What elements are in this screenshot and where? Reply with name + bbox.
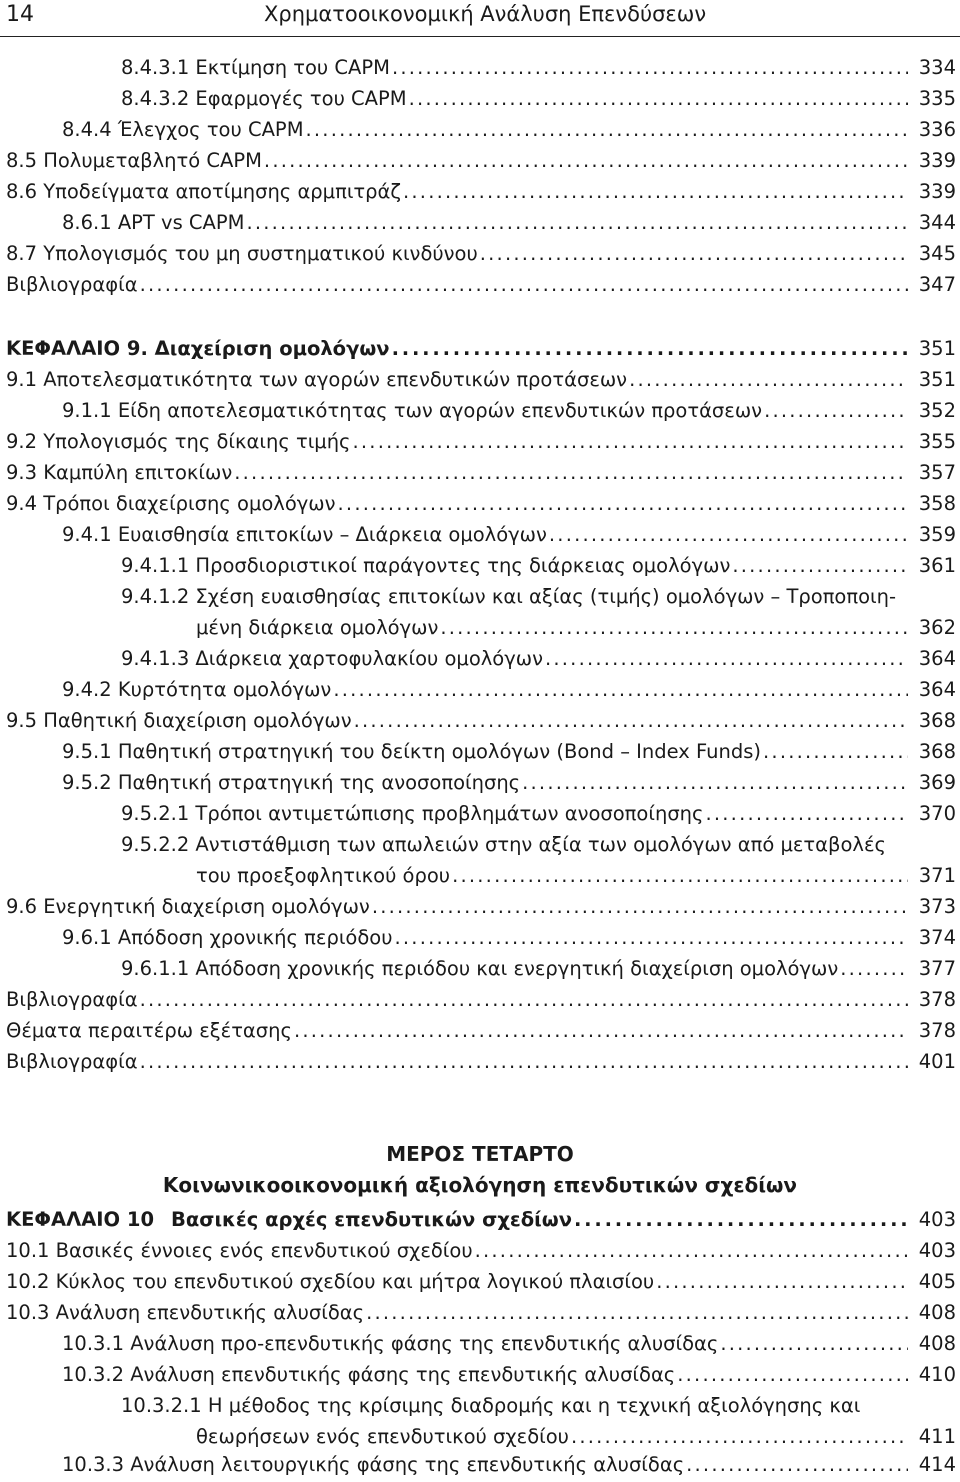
toc-entry[interactable] <box>0 1330 960 1361</box>
toc-entry-title: Θέματα περαιτέρω εξέτασης <box>6 1019 292 1042</box>
toc-entry-page: 373 <box>918 895 956 918</box>
toc-entry[interactable] <box>0 490 960 521</box>
toc-entry[interactable] <box>0 178 960 209</box>
toc-entry[interactable] <box>0 54 960 85</box>
toc-entry-page: 334 <box>918 56 956 79</box>
toc-entry-title: 9.4.1.1 Προσδιοριστικοί παράγοντες της διάρκειας ομολόγων <box>121 554 731 577</box>
toc-entry[interactable] <box>0 1017 960 1048</box>
toc-entry-page: 352 <box>918 399 956 422</box>
toc-entry-title: 8.5 Πολυμεταβλητό CAPM <box>6 149 262 172</box>
toc-entry-page: 370 <box>918 802 956 825</box>
toc-entry-page: 374 <box>918 926 956 949</box>
toc-entry[interactable] <box>0 147 960 178</box>
toc-entry[interactable] <box>0 738 960 769</box>
toc-chapter-entry[interactable] <box>0 335 960 366</box>
toc-entry[interactable] <box>0 428 960 459</box>
toc-entry-title: Βιβλιογραφία <box>6 988 138 1011</box>
toc-entry-title: 9.2 Υπολογισμός της δίκαιης τιμής <box>6 430 351 453</box>
toc-entry-title: 9.5.2 Παθητική στρατηγική της ανοσοποίησης <box>62 771 521 794</box>
toc-entry-title: 10.3.2.1 Η μέθοδος της κρίσιμης διαδρομής και η τεχνική αξιολόγησης και <box>121 1394 861 1417</box>
toc-entry[interactable] <box>0 583 960 614</box>
toc-entry-title: 9.6.1 Απόδοση χρονικής περιόδου <box>62 926 393 949</box>
toc-entry-title: Βιβλιογραφία <box>6 273 138 296</box>
toc-entry-title: 10.1 Βασικές έννοιες ενός επενδυτικού σχεδίου <box>6 1239 473 1262</box>
toc-entry[interactable] <box>0 707 960 738</box>
toc-entry[interactable] <box>0 676 960 707</box>
toc-entry-title: 9.5.1 Παθητική στρατηγική του δείκτη ομολόγων (Bond – Index Funds) <box>62 740 762 763</box>
toc-entry-page: 339 <box>918 180 956 203</box>
toc-entry-page: 401 <box>918 1050 956 1073</box>
toc-entry-page: 378 <box>918 988 956 1011</box>
toc-entry-title: 9.4.1.3 Διάρκεια χαρτοφυλακίου ομολόγων <box>121 647 543 670</box>
toc-entry[interactable] <box>0 1048 960 1079</box>
toc-entry-title: 10.3.2 Ανάλυση επενδυτικής φάσης της επενδυτικής αλυσίδας <box>62 1363 676 1386</box>
toc-entry-page: 358 <box>918 492 956 515</box>
toc-entry-page: 377 <box>918 957 956 980</box>
toc-entry-title: 9.4.1 Ευαισθησία επιτοκίων – Διάρκεια ομολόγων <box>62 523 547 546</box>
toc-entry[interactable] <box>0 1299 960 1330</box>
toc-entry-title: 8.7 Υπολογισμός του μη συστηματικού κινδύνου <box>6 242 478 265</box>
toc-entry-page: 351 <box>918 337 956 360</box>
toc-entry-title: 10.3.3 Ανάλυση λειτουργικής φάσης της επενδυτικής αλυσίδας <box>62 1453 685 1476</box>
toc-entry-page: 368 <box>918 740 956 763</box>
running-title: Χρηματοοικονομική Ανάλυση Επενδύσεων <box>264 2 707 26</box>
toc-entry-page: 403 <box>918 1239 956 1262</box>
toc-entry-page: 351 <box>918 368 956 391</box>
toc-entry[interactable] <box>0 831 960 862</box>
toc-entry[interactable] <box>0 397 960 428</box>
toc-chapter-entry[interactable] <box>0 1206 960 1237</box>
toc-entry-title: 9.5 Παθητική διαχείριση ομολόγων <box>6 709 352 732</box>
toc-entry[interactable] <box>0 1268 960 1299</box>
toc-entry[interactable] <box>0 552 960 583</box>
toc-entry-title: 8.4.4 Έλεγχος του CAPM <box>62 118 304 141</box>
toc-entry-page: 355 <box>918 430 956 453</box>
toc-entry[interactable] <box>0 459 960 490</box>
toc-entry-page: 378 <box>918 1019 956 1042</box>
toc-entry[interactable] <box>0 85 960 116</box>
toc-entry-title: 9.4 Τρόποι διαχείρισης ομολόγων <box>6 492 336 515</box>
toc-entry-title: 8.6.1 APT vs CAPM <box>62 211 245 234</box>
toc-entry-title: 9.5.2.1 Τρόποι αντιμετώπισης προβλημάτων ανοσοποίησης <box>121 802 704 825</box>
toc-entry-page: 339 <box>918 149 956 172</box>
part-title: Κοινωνικοοικονομική αξιολόγηση επενδυτικών σχεδίων <box>162 1173 798 1197</box>
toc-entry[interactable] <box>0 645 960 676</box>
toc-chapter-title: ΚΕΦΑΛΑΙΟ 9. Διαχείριση ομολόγων <box>6 337 390 360</box>
part-label: ΜΕΡΟΣ ΤΕΤΑΡΤΟ <box>386 1142 574 1166</box>
toc-entry[interactable] <box>0 1237 960 1268</box>
toc-entry[interactable] <box>0 769 960 800</box>
chapter-label: ΚΕΦΑΛΑΙΟ 10 <box>6 1208 155 1231</box>
toc-entry-page: 414 <box>918 1453 956 1476</box>
toc-entry[interactable] <box>0 271 960 302</box>
page-number: 14 <box>6 2 34 27</box>
toc-entry-page: 411 <box>918 1425 956 1448</box>
toc-entry-page: 408 <box>918 1332 956 1355</box>
toc-entry-page: 362 <box>918 616 956 639</box>
toc-entry[interactable] <box>0 986 960 1017</box>
toc-entry-title: 9.6.1.1 Απόδοση χρονικής περιόδου και ενεργητική διαχείριση ομολόγων <box>121 957 839 980</box>
toc-entry-page: 368 <box>918 709 956 732</box>
toc-entry-page: 345 <box>918 242 956 265</box>
toc-entry[interactable] <box>0 116 960 147</box>
toc-entry-page: 357 <box>918 461 956 484</box>
toc-entry-page: 371 <box>918 864 956 887</box>
toc-entry[interactable] <box>0 240 960 271</box>
toc-entry-page: 359 <box>918 523 956 546</box>
toc-entry-title: 8.4.3.1 Εκτίμηση του CAPM <box>121 56 390 79</box>
toc-entry-title: 10.2 Κύκλος του επενδυτικού σχεδίου και μήτρα λογικού πλαισίου <box>6 1270 655 1293</box>
toc-entry-title: μένη διάρκεια ομολόγων <box>196 616 439 639</box>
toc-entry-title: Βιβλιογραφία <box>6 1050 138 1073</box>
toc-entry-page: 364 <box>918 647 956 670</box>
toc-entry[interactable] <box>0 893 960 924</box>
toc-entry-title: 9.1.1 Είδη αποτελεσματικότητας των αγορών επενδυτικών προτάσεων <box>62 399 763 422</box>
toc-entry-page: 369 <box>918 771 956 794</box>
toc-entry-page: 336 <box>918 118 956 141</box>
toc-entry-continuation[interactable] <box>0 1423 960 1454</box>
toc-entry-page: 344 <box>918 211 956 234</box>
toc-entry-page: 408 <box>918 1301 956 1324</box>
running-header <box>0 0 960 37</box>
toc-entry-title: 9.5.2.2 Αντιστάθμιση των απωλειών στην αξία των ομολόγων από μεταβολές <box>121 833 886 856</box>
toc-entry-page: 410 <box>918 1363 956 1386</box>
toc-entry-continuation[interactable] <box>0 862 960 893</box>
toc-entry[interactable] <box>0 800 960 831</box>
toc-entry-title: 9.4.1.2 Σχέση ευαισθησίας επιτοκίων και αξίας (τιμής) ομολόγων – Τροποποιη- <box>121 585 897 608</box>
toc-entry[interactable] <box>0 955 960 986</box>
toc-entry[interactable] <box>0 366 960 397</box>
toc-entry-page: 403 <box>918 1208 956 1231</box>
toc-entry-continuation[interactable] <box>0 614 960 645</box>
toc-entry-title: του προεξοφλητικού όρου <box>196 864 451 887</box>
toc-entry[interactable] <box>0 1392 960 1423</box>
toc-entry-title: 9.4.2 Κυρτότητα ομολόγων <box>62 678 332 701</box>
toc-entry[interactable] <box>0 924 960 955</box>
toc-entry-title: 9.6 Ενεργητική διαχείριση ομολόγων <box>6 895 370 918</box>
toc-entry-page: 364 <box>918 678 956 701</box>
toc-entry[interactable] <box>0 1361 960 1392</box>
toc-entry-page: 405 <box>918 1270 956 1293</box>
toc-entry-page: 361 <box>918 554 956 577</box>
toc-entry-title: 8.4.3.2 Εφαρμογές του CAPM <box>121 87 407 110</box>
toc-entry-title: 10.3.1 Ανάλυση προ-επενδυτικής φάσης της επενδυτικής αλυσίδας <box>62 1332 719 1355</box>
toc-entry-title: 9.3 Καμπύλη επιτοκίων <box>6 461 233 484</box>
toc-entry-page: 335 <box>918 87 956 110</box>
toc-entry-title: 8.6 Υποδείγματα αποτίμησης αρμπιτράζ <box>6 180 401 203</box>
toc-entry[interactable] <box>0 209 960 240</box>
toc-chapter-title: Βασικές αρχές επενδυτικών σχεδίων <box>171 1208 572 1231</box>
toc-entry-title: 10.3 Ανάλυση επενδυτικής αλυσίδας <box>6 1301 365 1324</box>
toc-entry-title: θεωρήσεων ενός επενδυτικού σχεδίου <box>196 1425 569 1448</box>
toc-entry[interactable] <box>0 521 960 552</box>
toc-entry-title: 9.1 Αποτελεσματικότητα των αγορών επενδυτικών προτάσεων <box>6 368 628 391</box>
toc-entry-page: 347 <box>918 273 956 296</box>
toc-entry[interactable] <box>0 1451 960 1482</box>
